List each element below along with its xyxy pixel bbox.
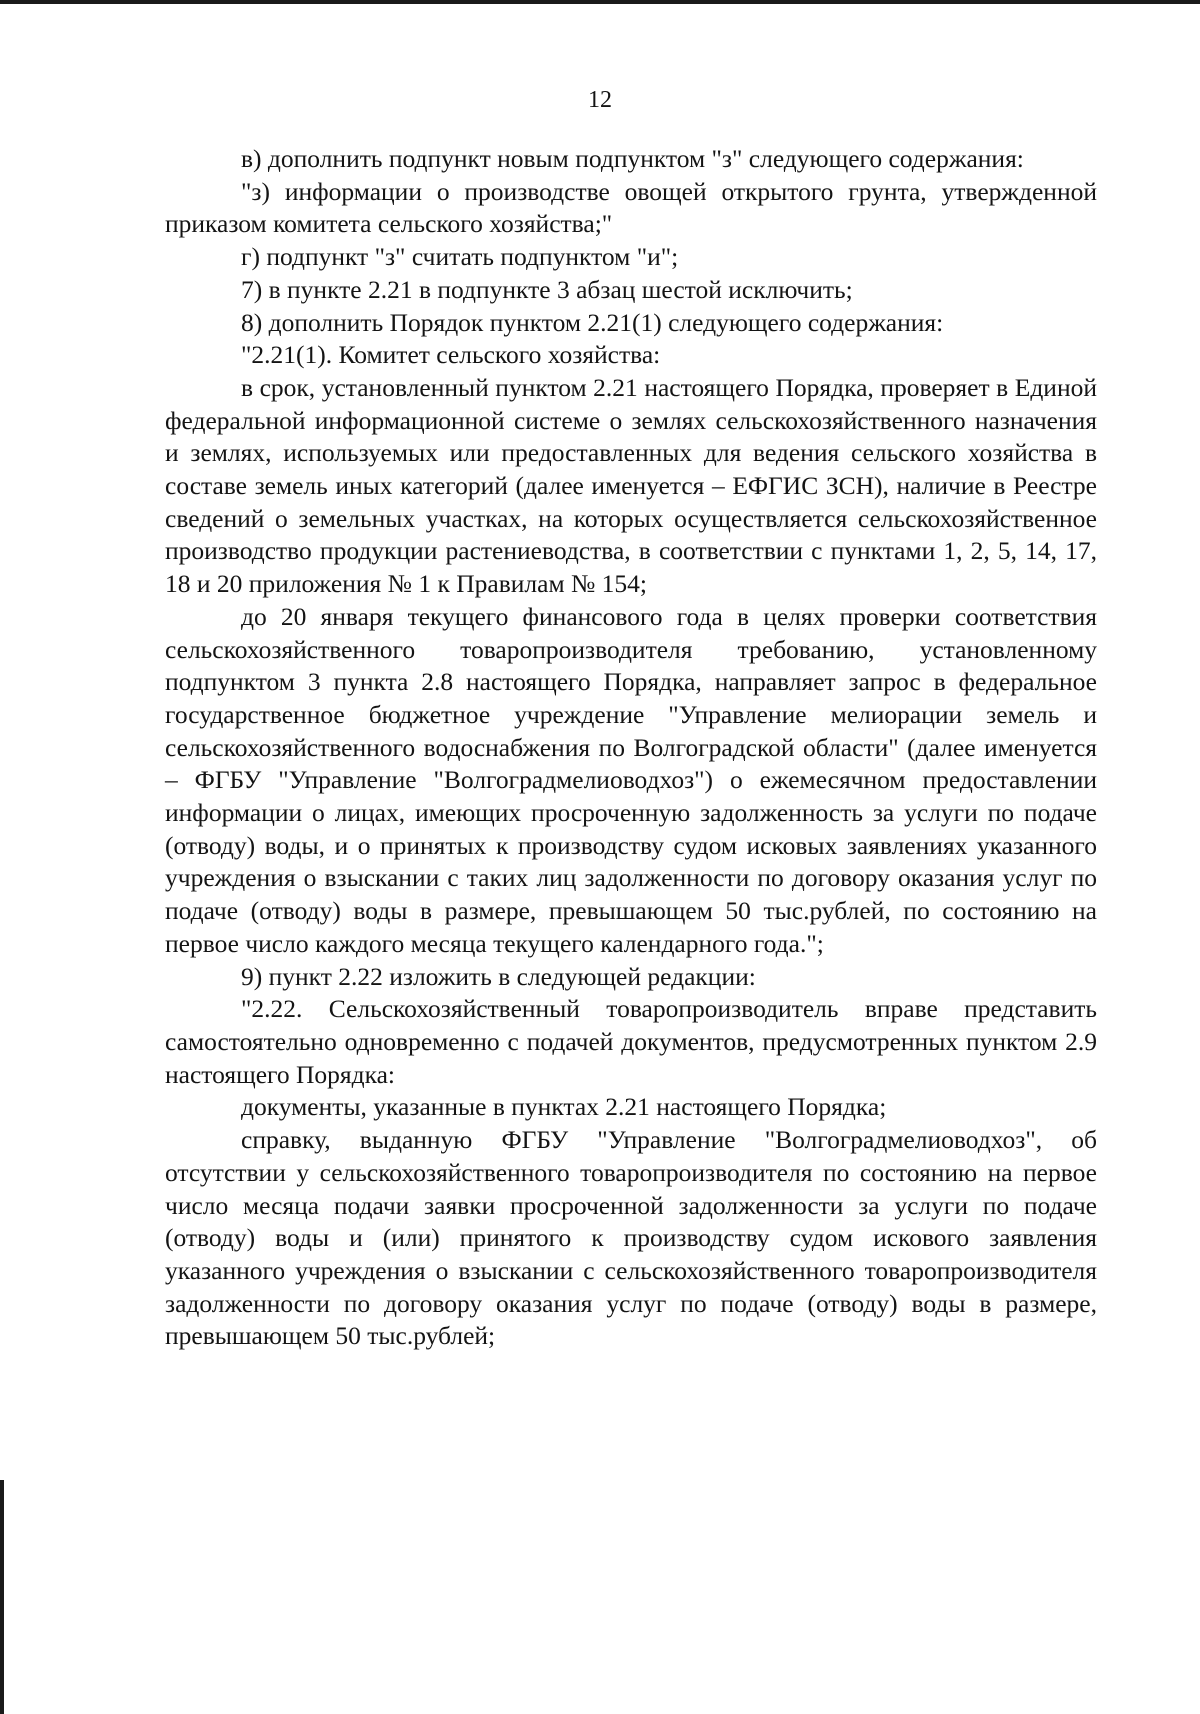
- paragraph-quote-z: "з) информации о производстве овощей открытого грунта, утвержденной приказом комитета сельского хозяйства;": [165, 176, 1097, 239]
- paragraph-item-8: 8) дополнить Порядок пунктом 2.21(1) следующего содержания:: [241, 307, 944, 337]
- scan-left-edge: [0, 1480, 4, 1714]
- paragraph-clause-2-22: "2.22. Сельскохозяйственный товаропроизводитель вправе представить самостоятельно одновременно с подачей документов, предусмотренных пунктом 2.9 настоящего Порядка:: [165, 994, 1097, 1089]
- paragraph-item-9: 9) пункт 2.22 изложить в следующей редакции:: [241, 961, 756, 991]
- paragraph-amend-v: в) дополнить подпункт новым подпунктом "з" следующего содержания:: [241, 144, 1024, 173]
- page-number: 12: [588, 87, 612, 113]
- paragraph-fgbu-request: до 20 января текущего финансового года в целях проверки соответствия сельскохозяйственного товаропроизводителя требованию, установленному подпунктом 3 пункта 2.8 настоящего Порядка, направляет запрос в федеральное государственное бюджетное учреждение "Управление мелиорации земель и сельскохозяйственного водоснабжения по Волгоградской области" (далее именуется – ФГБУ "Управление "Волгоградмелиоводхоз") о ежемесячном предоставлении информации о лицах, имеющих просроченную задолженность за услуги по подаче (отводу) воды, и о принятых к производству судом исковых заявлениях указанного учреждения о взыскании с таких лиц задолженности по договору оказания услуг по подаче (отводу) воды в размере, превышающем 50 тыс.рублей, по состоянию на первое число каждого месяца текущего календарного года.";: [165, 601, 1097, 958]
- paragraph-clause-2-21-1: "2.21(1). Комитет сельского хозяйства:: [241, 340, 661, 370]
- scan-top-edge: [0, 0, 1200, 4]
- paragraph-item-7: 7) в пункте 2.21 в подпункте 3 абзац шестой исключить;: [241, 274, 853, 304]
- paragraph-efgis-check: в срок, установленный пунктом 2.21 настоящего Порядка, проверяет в Единой федеральной информационной системе о землях сельскохозяйственного назначения и землях, используемых или предоставленных для ведения сельского хозяйства в составе земель иных категорий (далее именуется – ЕФГИС ЗСН), наличие в Реестре сведений о земельных участках, на которых осуществляется сельскохозяйственное производство продукции растениеводства, в соответствии с пунктами 1, 2, 5, 14, 17, 18 и 20 приложения № 1 к Правилам № 154;: [165, 372, 1097, 599]
- paragraph-documents: документы, указанные в пунктах 2.21 настоящего Порядка;: [241, 1092, 887, 1122]
- paragraph-amend-g: г) подпункт "з" считать подпунктом "и";: [241, 242, 679, 272]
- document-body: [165, 143, 1097, 1353]
- paragraph-certificate: справку, выданную ФГБУ "Управление "Волгоградмелиоводхоз", об отсутствии у сельскохозяйственного товаропроизводителя по состоянию на первое число месяца подачи заявки просроченной задолженности за услуги по подаче (отводу) воды и (или) принятого к производству судом искового заявления указанного учреждения о взыскании с сельскохозяйственного товаропроизводителя задолженности по договору оказания услуг по подаче (отводу) воды в размере, превышающем 50 тыс.рублей;: [165, 1125, 1097, 1351]
